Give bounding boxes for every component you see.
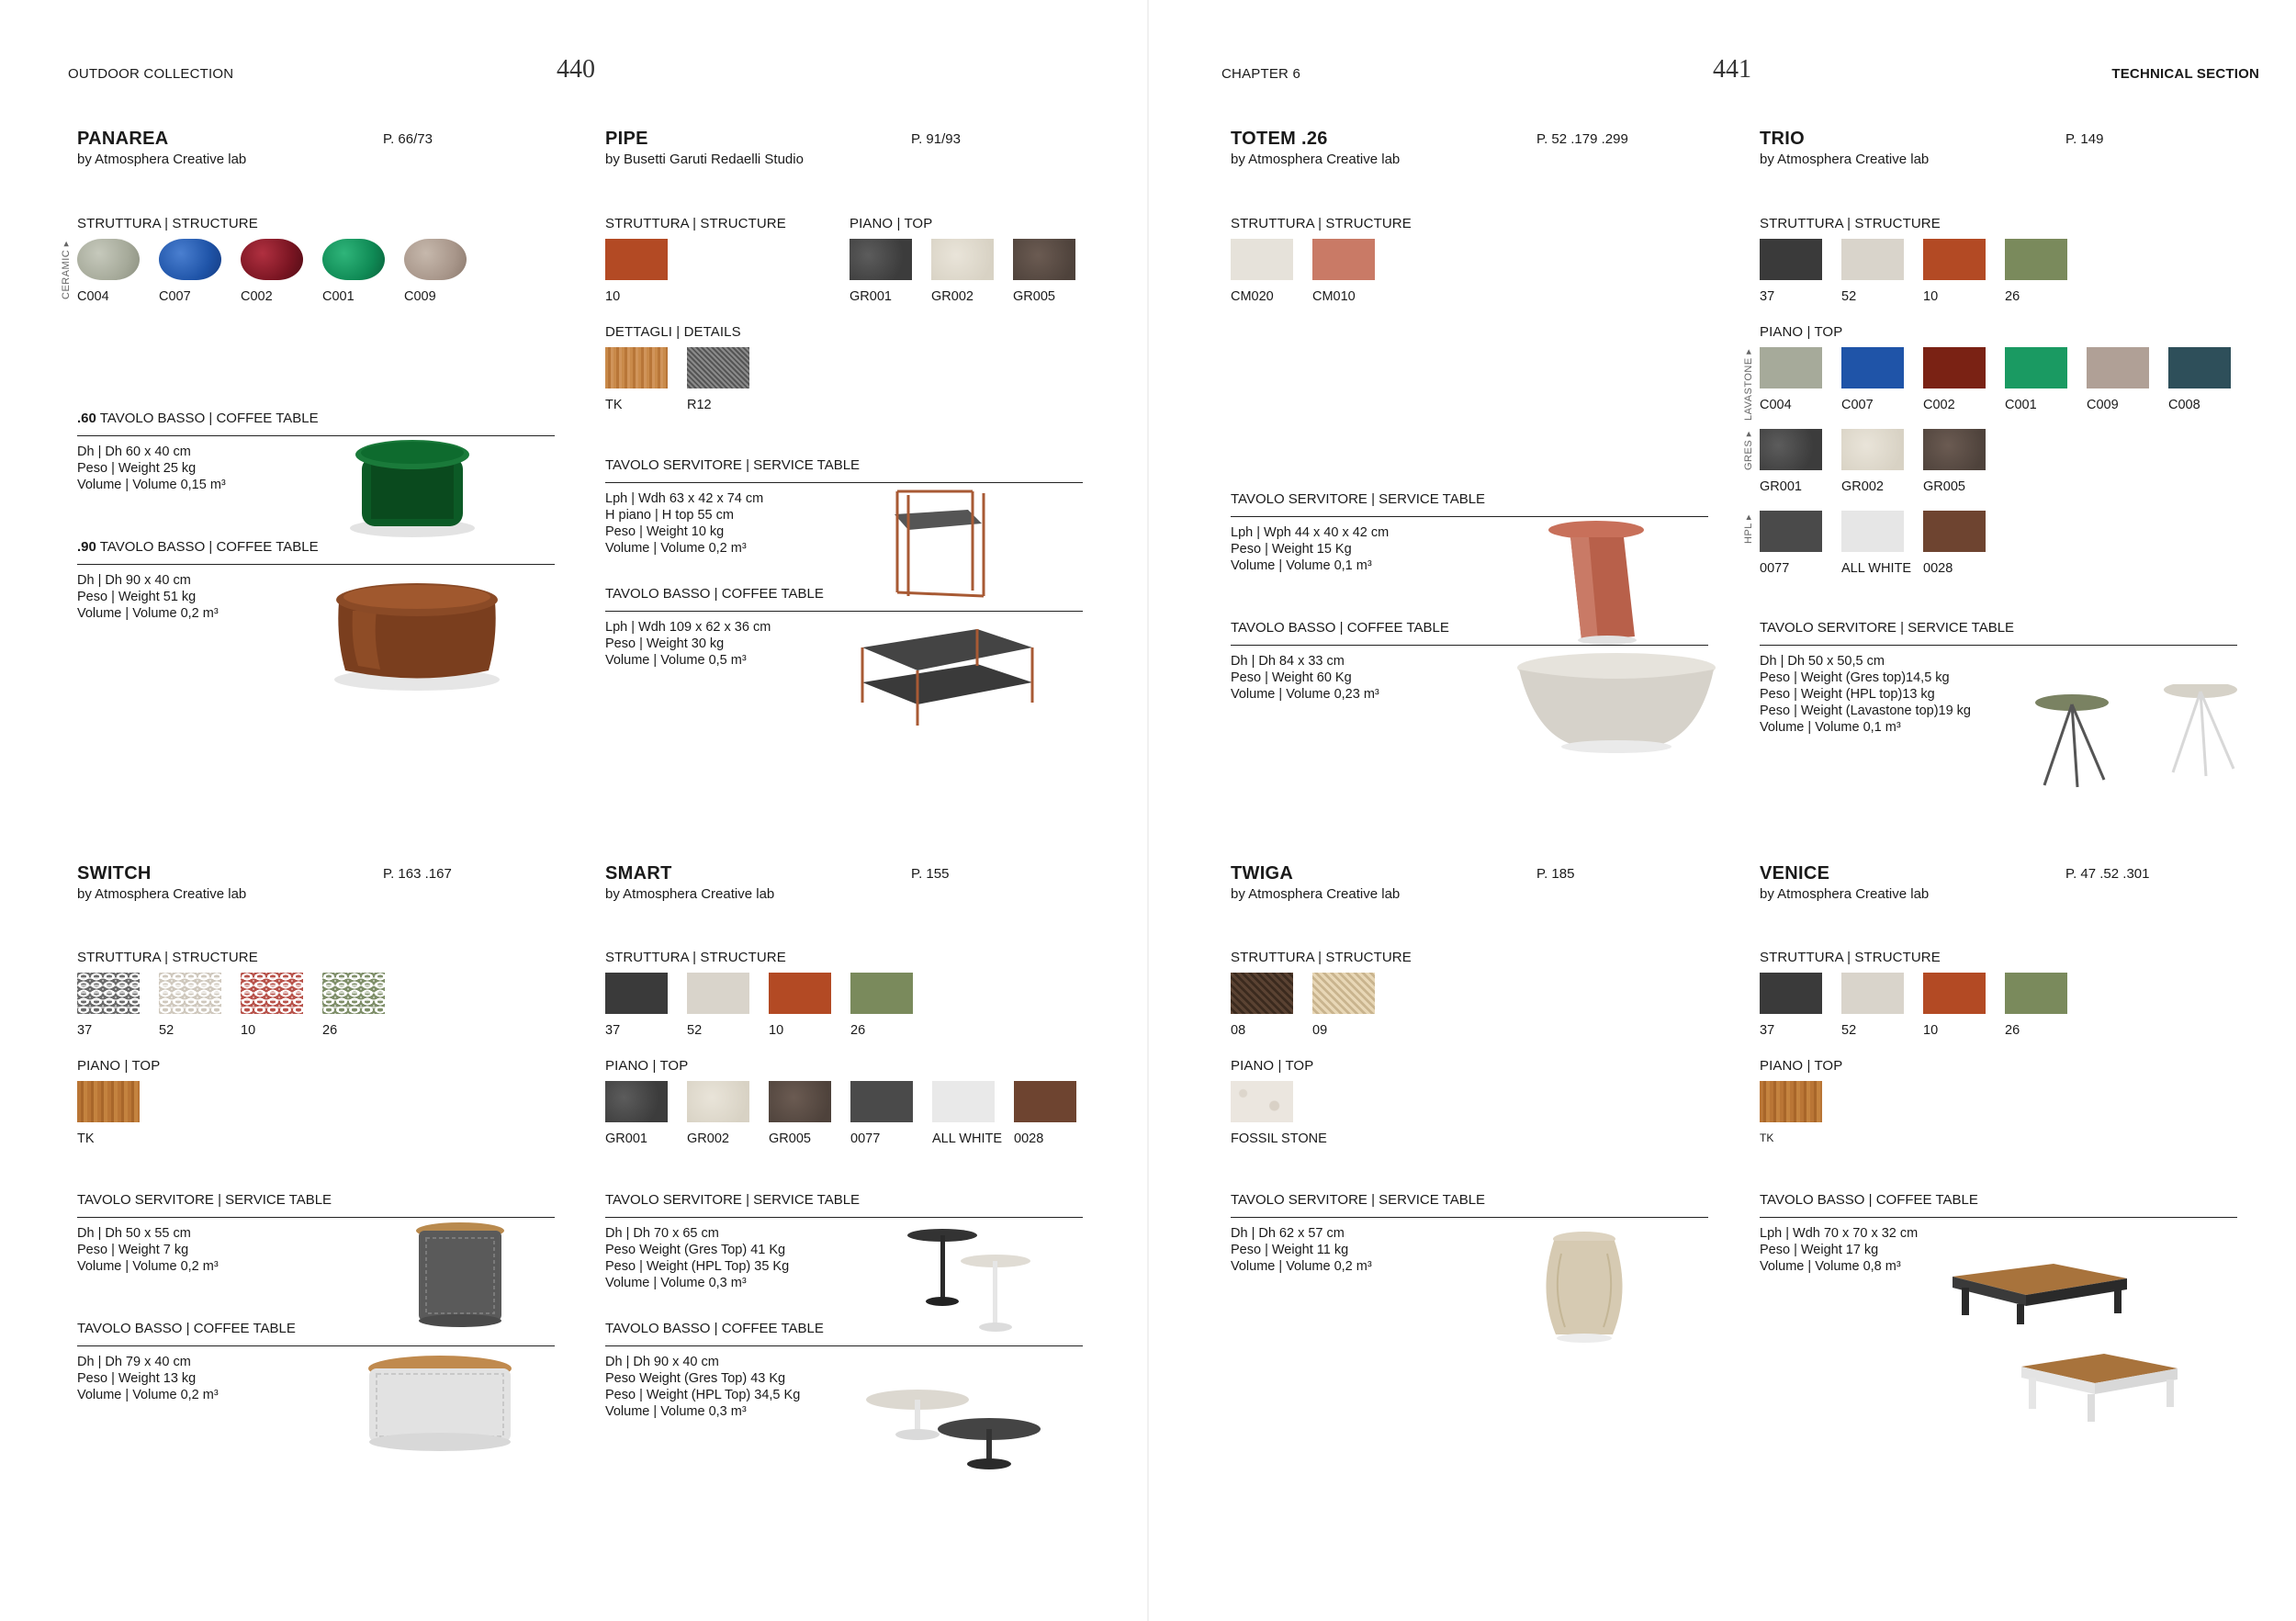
swatch-color (1760, 347, 1822, 388)
swatch[interactable] (769, 1081, 831, 1146)
swatch[interactable] (2168, 347, 2231, 412)
swatch-color (769, 973, 831, 1014)
swatch-color (2005, 973, 2067, 1014)
totem-coffee-table-image (1506, 647, 1727, 758)
structure-label: STRUTTURA | STRUCTURE (1231, 216, 1412, 231)
swatch[interactable] (850, 973, 913, 1038)
pipe-coffee-table-image (849, 620, 1041, 730)
product-designer: by Atmosphera Creative lab (77, 152, 247, 167)
product-switch (77, 863, 601, 1589)
swatch-code: TK (605, 398, 623, 412)
product-name: TRIO (1760, 129, 1805, 149)
table-divider (1760, 1217, 2237, 1218)
product-twiga (1231, 863, 1754, 1589)
swatch[interactable] (1923, 347, 1986, 412)
swatch-color (1923, 973, 1986, 1014)
structure-label: STRUTTURA | STRUCTURE (77, 216, 258, 231)
product-name: TOTEM .26 (1231, 129, 1328, 149)
swatch-code: C007 (159, 289, 191, 304)
swatch-color (687, 1081, 749, 1122)
table-divider (77, 1217, 555, 1218)
swatch-code: 09 (1312, 1023, 1328, 1038)
structure-label: STRUTTURA | STRUCTURE (605, 216, 786, 231)
swatch[interactable] (404, 239, 467, 304)
top-label: PIANO | TOP (1760, 1058, 1843, 1074)
swatch[interactable] (1231, 1081, 1327, 1146)
table-title: TAVOLO SERVITORE | SERVICE TABLE (605, 1192, 861, 1208)
swatch-code: GR001 (850, 289, 892, 304)
table-divider (605, 1345, 1083, 1346)
swatch-code: 10 (769, 1023, 784, 1038)
swatch-code: 10 (241, 1023, 256, 1038)
table-divider (1231, 516, 1708, 517)
product-name: SWITCH (77, 863, 152, 884)
structure-swatches (77, 239, 467, 304)
product-designer: by Atmosphera Creative lab (77, 886, 247, 902)
swatch[interactable] (769, 973, 831, 1038)
swatch-color (1841, 973, 1904, 1014)
structure-swatches (1231, 239, 1375, 304)
table-specs: Lph | Wph 44 x 40 x 42 cm Peso | Weight 15 Kg Volume | Volume 0,1 m³ (1231, 525, 1390, 573)
swatch[interactable] (687, 1081, 749, 1146)
product-name: PANAREA (77, 129, 169, 149)
swatch[interactable] (605, 347, 668, 412)
table-title: TAVOLO SERVITORE | SERVICE TABLE (605, 457, 861, 473)
table-title: TAVOLO BASSO | COFFEE TABLE (77, 1321, 296, 1336)
gres-side-label: GRES ▸ (1743, 431, 1754, 470)
pipe-service-table-image (881, 482, 1000, 602)
swatch-code: C009 (2087, 398, 2119, 412)
swatch[interactable] (850, 239, 912, 304)
swatch-code: C007 (1841, 398, 1874, 412)
swatch[interactable] (2005, 347, 2067, 412)
section-header: OUTDOOR COLLECTION (68, 66, 234, 82)
swatch-code: C008 (2168, 398, 2200, 412)
swatch-code: ALL WHITE (1841, 561, 1912, 576)
details-label: DETTAGLI | DETAILS (605, 324, 741, 340)
swatch[interactable] (2005, 239, 2067, 304)
page-number: 441 (1713, 55, 1751, 84)
swatch-color (605, 973, 668, 1014)
structure-swatches (1760, 239, 2067, 304)
swatch-code: 52 (687, 1023, 703, 1038)
swatch[interactable] (1231, 973, 1293, 1038)
swatch-code: C004 (1760, 398, 1792, 412)
top-label: PIANO | TOP (1760, 324, 1843, 340)
trio-service-tables-image (2017, 684, 2256, 794)
table-specs: Lph | Wdh 109 x 62 x 36 cm Peso | Weight 30 kg Volume | Volume 0,5 m³ (605, 620, 771, 668)
swatch-code: 10 (1923, 289, 1939, 304)
swatch-color (77, 1081, 140, 1122)
structure-swatches (1760, 973, 2067, 1038)
table-title: TAVOLO BASSO | COFFEE TABLE (1760, 1192, 1978, 1208)
structure-swatches (605, 239, 668, 304)
structure-swatches (77, 973, 385, 1038)
table-specs: Dh | Dh 50 x 50,5 cm Peso | Weight (Gres top)14,5 kg Peso | Weight (HPL top)13 kg Peso | Weight (Lavastone top)19 kg Volume | Volume 0,1 m³ (1760, 654, 1971, 735)
structure-swatches (1231, 973, 1375, 1038)
swatch[interactable] (605, 1081, 668, 1146)
swatch[interactable] (1841, 973, 1904, 1038)
swatch-color (1760, 973, 1822, 1014)
table-title: TAVOLO SERVITORE | SERVICE TABLE (77, 1192, 332, 1208)
panarea-90-table-image (325, 574, 509, 693)
swatch-color (769, 1081, 831, 1122)
table-specs: Dh | Dh 70 x 65 cm Peso Weight (Gres Top) 41 Kg Peso | Weight (HPL Top) 35 Kg Volume | Volume 0,3 m³ (605, 1226, 790, 1290)
swatch[interactable] (322, 973, 385, 1038)
venice-coffee-table-dark-image (1943, 1258, 2136, 1332)
swatch[interactable] (850, 1081, 913, 1146)
swatch-code: CM010 (1312, 289, 1356, 304)
top-swatches (1231, 1081, 1327, 1146)
swatch-color (77, 973, 140, 1014)
swatch[interactable] (2087, 347, 2149, 412)
swatch-color (1231, 239, 1293, 280)
swatch[interactable] (687, 973, 749, 1038)
swatch-code: ALL WHITE (932, 1131, 1003, 1146)
product-name: TWIGA (1231, 863, 1294, 884)
swatch-code: 0028 (1014, 1131, 1044, 1146)
swatch-code: GR005 (1013, 289, 1055, 304)
swatch-color (2087, 347, 2149, 388)
section-header: TECHNICAL SECTION (2111, 66, 2259, 82)
swatch-code: 26 (2005, 1023, 2020, 1038)
swatch[interactable] (1760, 429, 1822, 494)
table-divider (1760, 645, 2237, 646)
right-page (1148, 0, 2296, 1621)
product-designer: by Atmosphera Creative lab (1760, 152, 1930, 167)
page-reference: P. 66/73 (383, 131, 433, 147)
swatch-code: GR005 (1923, 479, 1965, 494)
product-designer: by Atmosphera Creative lab (1760, 886, 1930, 902)
page-reference: P. 163 .167 (383, 866, 452, 882)
swatch-code: 0077 (1760, 561, 1790, 576)
top-swatches (77, 1081, 140, 1146)
swatch[interactable] (1760, 511, 1822, 576)
swatch-code: 37 (605, 1023, 621, 1038)
lavastone-swatches (1760, 347, 2231, 412)
swatch[interactable] (931, 239, 994, 304)
table-title: TAVOLO SERVITORE | SERVICE TABLE (1231, 1192, 1486, 1208)
swatch-code: 37 (1760, 289, 1775, 304)
swatch[interactable] (1923, 429, 1986, 494)
swatch[interactable] (1013, 239, 1075, 304)
swatch-color (77, 239, 140, 280)
top-swatches (1760, 1081, 1822, 1144)
swatch-code: FOSSIL STONE (1231, 1131, 1327, 1146)
swatch-code: 0077 (850, 1131, 881, 1146)
page-reference: P. 155 (911, 866, 950, 882)
swatch[interactable] (605, 239, 668, 304)
swatch-code: GR002 (687, 1131, 729, 1146)
table-specs: Lph | Wdh 70 x 70 x 32 cm Peso | Weight 17 kg Volume | Volume 0,8 m³ (1760, 1226, 1919, 1274)
swatch-code: CM020 (1231, 289, 1274, 304)
swatch-code: C009 (404, 289, 436, 304)
swatch-color (2168, 347, 2231, 388)
product-pipe (605, 129, 1129, 854)
swatch-color (1760, 429, 1822, 470)
structure-label: STRUTTURA | STRUCTURE (1760, 950, 1941, 965)
page-reference: P. 185 (1536, 866, 1575, 882)
swatch-color (687, 973, 749, 1014)
table-divider (77, 1345, 555, 1346)
switch-service-table-image (410, 1220, 511, 1330)
panarea-60-table-image (339, 436, 486, 546)
table-title: TAVOLO SERVITORE | SERVICE TABLE (1231, 491, 1486, 507)
swatch-code: 08 (1231, 1023, 1246, 1038)
product-smart (605, 863, 1129, 1589)
swatch-color (1760, 239, 1822, 280)
table-specs: Dh | Dh 90 x 40 cm Peso Weight (Gres Top) 43 Kg Peso | Weight (HPL Top) 34,5 Kg Volume | Volume 0,3 m³ (605, 1355, 801, 1419)
product-name: SMART (605, 863, 672, 884)
swatch[interactable] (77, 1081, 140, 1146)
swatch[interactable] (1760, 1081, 1822, 1144)
swatch-code: 37 (1760, 1023, 1775, 1038)
swatch-color (322, 973, 385, 1014)
swatch[interactable] (322, 239, 385, 304)
product-name: PIPE (605, 129, 648, 149)
swatch[interactable] (1760, 347, 1822, 412)
hpl-side-label: HPL ▸ (1743, 513, 1754, 544)
swatch-color (322, 239, 385, 280)
swatch[interactable] (1841, 239, 1904, 304)
swatch[interactable] (1923, 973, 1986, 1038)
swatch[interactable] (932, 1081, 1003, 1146)
top-swatches (850, 239, 1075, 304)
table-specs: Dh | Dh 50 x 55 cm Peso | Weight 7 kg Volume | Volume 0,2 m³ (77, 1226, 219, 1274)
table-divider (1231, 645, 1708, 646)
page-number: 440 (557, 55, 595, 84)
table-title: .90 TAVOLO BASSO | COFFEE TABLE (77, 539, 319, 555)
table-divider (605, 611, 1083, 612)
swatch[interactable] (1312, 973, 1375, 1038)
swatch-code: 10 (605, 289, 621, 304)
swatch-code: GR002 (1841, 479, 1884, 494)
swatch[interactable] (241, 973, 303, 1038)
swatch-code: C002 (241, 289, 273, 304)
swatch[interactable] (1923, 511, 1986, 576)
table-specs: Dh | Dh 79 x 40 cm Peso | Weight 13 kg Volume | Volume 0,2 m³ (77, 1355, 219, 1402)
venice-coffee-table-light-image (2012, 1350, 2187, 1433)
swatch-code: 10 (1923, 1023, 1939, 1038)
swatch-color (2005, 239, 2067, 280)
swatch-code: 26 (322, 1023, 338, 1038)
page-reference: P. 52 .179 .299 (1536, 131, 1628, 147)
swatch[interactable] (159, 239, 221, 304)
swatch-color (931, 239, 994, 280)
swatch-color (1841, 429, 1904, 470)
swatch-color (850, 973, 913, 1014)
swatch-code: C002 (1923, 398, 1955, 412)
table-title: TAVOLO BASSO | COFFEE TABLE (605, 586, 824, 602)
details-swatches (605, 347, 749, 412)
swatch[interactable] (77, 973, 140, 1038)
swatch[interactable] (1841, 429, 1904, 494)
swatch[interactable] (1760, 973, 1822, 1038)
swatch-color (1923, 239, 1986, 280)
switch-coffee-table-image (362, 1350, 518, 1460)
swatch-color (605, 239, 668, 280)
swatch-color (1841, 239, 1904, 280)
swatch-color (850, 239, 912, 280)
swatch-color (1760, 511, 1822, 552)
page-reference: P. 149 (2065, 131, 2104, 147)
structure-label: STRUTTURA | STRUCTURE (1231, 950, 1412, 965)
swatch-color (850, 1081, 913, 1122)
swatch-code: C001 (2005, 398, 2037, 412)
swatch[interactable] (1760, 239, 1822, 304)
structure-label: STRUTTURA | STRUCTURE (1760, 216, 1941, 231)
swatch-color (1923, 511, 1986, 552)
swatch-code: 0028 (1923, 561, 1953, 576)
swatch[interactable] (77, 239, 140, 304)
smart-coffee-tables-image (862, 1387, 1046, 1479)
swatch-color (1312, 239, 1375, 280)
product-totem (1231, 129, 1754, 854)
product-designer: by Atmosphera Creative lab (1231, 152, 1401, 167)
product-name: VENICE (1760, 863, 1830, 884)
swatch-code: 37 (77, 1023, 93, 1038)
swatch-code: TK (1760, 1131, 1774, 1144)
swatch-color (1923, 429, 1986, 470)
page-reference: P. 47 .52 .301 (2065, 866, 2150, 882)
swatch[interactable] (241, 239, 303, 304)
table-divider (77, 564, 555, 565)
swatch[interactable] (1231, 239, 1293, 304)
table-specs: Dh | Dh 90 x 40 cm Peso | Weight 51 kg Volume | Volume 0,2 m³ (77, 573, 219, 621)
swatch[interactable] (1841, 347, 1904, 412)
product-designer: by Busetti Garuti Redaelli Studio (605, 152, 804, 167)
swatch-color (404, 239, 467, 280)
product-venice (1760, 863, 2283, 1589)
swatch-color (1312, 973, 1375, 1014)
table-specs: Dh | Dh 84 x 33 cm Peso | Weight 60 Kg Volume | Volume 0,23 m³ (1231, 654, 1379, 702)
swatch-code: 52 (1841, 1023, 1857, 1038)
page-reference: P. 91/93 (911, 131, 961, 147)
swatch[interactable] (1841, 511, 1912, 576)
swatch-color (241, 973, 303, 1014)
chapter-header: CHAPTER 6 (1221, 66, 1300, 82)
swatch-code: TK (77, 1131, 95, 1146)
swatch-color (159, 973, 221, 1014)
swatch[interactable] (2005, 973, 2067, 1038)
product-panarea (61, 129, 601, 854)
table-title: TAVOLO BASSO | COFFEE TABLE (1231, 620, 1449, 636)
table-title: TAVOLO BASSO | COFFEE TABLE (605, 1321, 824, 1336)
swatch-color (241, 239, 303, 280)
product-designer: by Atmosphera Creative lab (1231, 886, 1401, 902)
hpl-swatches (1760, 511, 1986, 576)
table-specs: Dh | Dh 60 x 40 cm Peso | Weight 25 kg Volume | Volume 0,15 m³ (77, 445, 226, 492)
swatch-code: R12 (687, 398, 712, 412)
top-label: PIANO | TOP (850, 216, 933, 231)
twiga-service-table-image (1534, 1226, 1635, 1364)
product-designer: by Atmosphera Creative lab (605, 886, 775, 902)
swatch-color (605, 1081, 668, 1122)
swatch[interactable] (159, 973, 221, 1038)
swatch-code: C001 (322, 289, 355, 304)
swatch-color (1841, 347, 1904, 388)
table-divider (605, 482, 1083, 483)
swatch-code: 52 (159, 1023, 174, 1038)
top-label: PIANO | TOP (605, 1058, 689, 1074)
swatch-color (1014, 1081, 1076, 1122)
swatch-code: 26 (2005, 289, 2020, 304)
swatch-code: GR001 (1760, 479, 1802, 494)
table-specs: Lph | Wdh 63 x 42 x 74 cm H piano | H top 55 cm Peso | Weight 10 kg Volume | Volume 0,2 m³ (605, 491, 764, 556)
table-divider (1231, 1217, 1708, 1218)
product-trio (1743, 129, 2283, 854)
ceramic-side-label: CERAMIC ▸ (61, 241, 72, 299)
swatch-color (2005, 347, 2067, 388)
swatch-color (1841, 511, 1904, 552)
swatch-color (1760, 1081, 1822, 1122)
swatch-color (605, 347, 668, 388)
swatch[interactable] (1923, 239, 1986, 304)
swatch-color (1013, 239, 1075, 280)
swatch-color (1231, 973, 1293, 1014)
swatch-color (1231, 1081, 1293, 1122)
structure-swatches (605, 973, 913, 1038)
swatch-code: 26 (850, 1023, 866, 1038)
table-title: TAVOLO SERVITORE | SERVICE TABLE (1760, 620, 2015, 636)
top-label: PIANO | TOP (77, 1058, 161, 1074)
swatch-color (932, 1081, 995, 1122)
swatch-color (1923, 347, 1986, 388)
swatch[interactable] (687, 347, 749, 412)
swatch[interactable] (1014, 1081, 1076, 1146)
swatch-code: GR002 (931, 289, 974, 304)
swatch-color (687, 347, 749, 388)
top-label: PIANO | TOP (1231, 1058, 1314, 1074)
table-divider (605, 1217, 1083, 1218)
table-title: .60 TAVOLO BASSO | COFFEE TABLE (77, 411, 319, 426)
lavastone-side-label: LAVASTONE ▸ (1743, 348, 1754, 421)
swatch-code: C004 (77, 289, 109, 304)
gres-swatches (1760, 429, 1986, 494)
top-swatches (605, 1081, 1076, 1146)
swatch[interactable] (605, 973, 668, 1038)
swatch-code: GR005 (769, 1131, 811, 1146)
table-specs: Dh | Dh 62 x 57 cm Peso | Weight 11 kg Volume | Volume 0,2 m³ (1231, 1226, 1372, 1274)
swatch-color (159, 239, 221, 280)
swatch[interactable] (1312, 239, 1375, 304)
structure-label: STRUTTURA | STRUCTURE (605, 950, 786, 965)
swatch-code: 52 (1841, 289, 1857, 304)
swatch-code: GR001 (605, 1131, 647, 1146)
structure-label: STRUTTURA | STRUCTURE (77, 950, 258, 965)
